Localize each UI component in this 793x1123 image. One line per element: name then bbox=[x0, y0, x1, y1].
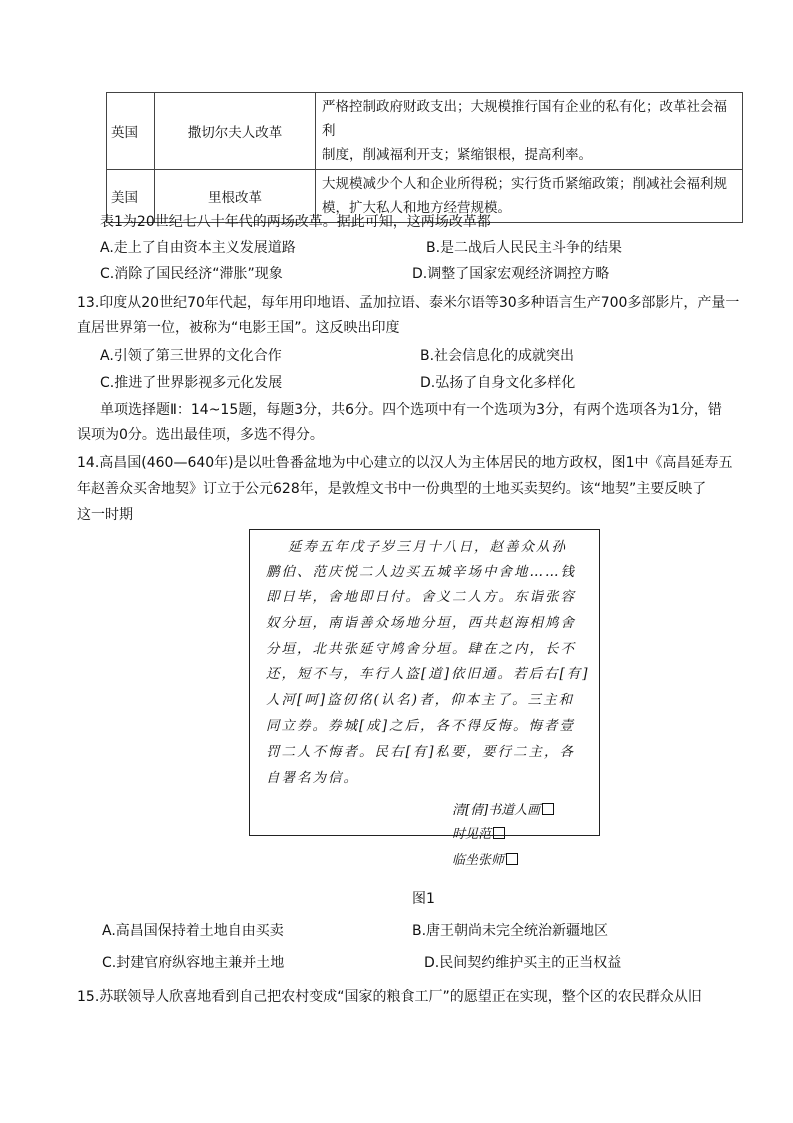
q13-stem-cont: 直居世界第一位，被称为“电影王国”。这反映出印度 bbox=[77, 320, 400, 336]
table-cell-country: 美国 bbox=[107, 170, 155, 223]
section-instruction: 单项选择题Ⅱ：14~15题，每题3分，共6分。四个选项中有一个选项为3分，有两个选项各为1分，错 bbox=[100, 402, 722, 418]
content-line: 模，扩大私人和地方经营规模。 bbox=[322, 200, 511, 216]
q13-option-a[interactable]: A.引领了第三世界的文化合作 bbox=[100, 348, 282, 364]
signature-text: 时见范 bbox=[452, 827, 492, 842]
contract-line: 同立券。券城[成]之后，各不得反悔。悔者壹 bbox=[266, 718, 576, 734]
contract-signature bbox=[452, 799, 554, 818]
q13-option-c[interactable]: C.推进了世界影视多元化发展 bbox=[100, 375, 283, 391]
signature-text: 清[倩]书道人画 bbox=[452, 803, 541, 818]
signature-box-icon bbox=[493, 827, 505, 839]
figure-caption: 图1 bbox=[412, 891, 435, 907]
contract-line: 分垣，北共张延守鸠舍分垣。肆在之内，长不 bbox=[266, 641, 576, 657]
signature-box-icon bbox=[506, 853, 518, 865]
q14-option-c[interactable]: C.封建官府纵容地主兼并土地 bbox=[102, 955, 285, 971]
table-cell-content bbox=[316, 93, 743, 170]
q12-option-a[interactable]: A.走上了自由资本主义发展道路 bbox=[100, 240, 296, 256]
contract-line: 即日毕，舍地即日付。舍义二人方。东诣张容 bbox=[266, 589, 576, 605]
q13-option-b[interactable]: B.社会信息化的成就突出 bbox=[420, 348, 575, 364]
contract-line: 人河[呵]盗仞佲(认名)者，仰本主了。三主和 bbox=[266, 692, 575, 708]
contract-line: 延寿五年戊子岁三月十八日，赵善众从孙 bbox=[288, 539, 567, 555]
q12-option-c[interactable]: C.消除了国民经济“滞胀”现象 bbox=[100, 266, 283, 282]
content-line: 制度，削减福利开支；紧缩银根，提高利率。 bbox=[322, 147, 592, 163]
q12-option-b[interactable]: B.是二战后人民民主斗争的结果 bbox=[426, 240, 623, 256]
table-row bbox=[107, 93, 743, 170]
q14-option-b[interactable]: B.唐王朝尚未完全统治新疆地区 bbox=[412, 923, 609, 939]
contract-signature bbox=[452, 849, 518, 868]
signature-box-icon bbox=[542, 803, 554, 815]
contract-line: 鹏伯、范庆悦二人边买五城辛场中舍地……钱 bbox=[266, 564, 576, 580]
q13-stem: 13.印度从20世纪70年代起，每年用印地语、孟加拉语、泰米尔语等30多种语言生产700多部影片，产量一 bbox=[77, 295, 740, 311]
signature-text: 临坐张师 bbox=[452, 853, 505, 868]
contract-line: 自署名为信。 bbox=[266, 770, 359, 786]
table-cell-reform: 撒切尔夫人改革 bbox=[155, 93, 316, 170]
contract-line: 奴分垣，南诣善众场地分垣，西共赵海相鸠舍 bbox=[266, 615, 576, 631]
section-instruction-cont: 误项为0分。选出最佳项，多选不得分。 bbox=[77, 427, 324, 443]
contract-signature bbox=[452, 823, 505, 842]
content-line: 大规模减少个人和企业所得税；实行货币紧缩政策；削减社会福利规 bbox=[322, 176, 727, 192]
q14-option-d[interactable]: D.民间契约维护买主的正当权益 bbox=[424, 955, 622, 971]
q14-stem: 14.高昌国(460—640年)是以吐鲁番盆地为中心建立的以汉人为主体居民的地方政权，图1中《高昌延寿五 bbox=[77, 455, 733, 471]
content-line: 严格控制政府财政支出；大规模推行国有企业的私有化；改革社会福利 bbox=[322, 99, 727, 139]
q13-option-d[interactable]: D.弘扬了自身文化多样化 bbox=[420, 375, 576, 391]
q12-option-d[interactable]: D.调整了国家宏观经济调控方略 bbox=[412, 266, 610, 282]
q12-stem: 表1为20世纪七八十年代的两场改革。据此可知，这两场改革都 bbox=[100, 214, 491, 230]
table-cell-country: 英国 bbox=[107, 93, 155, 170]
q15-stem: 15.苏联领导人欣喜地看到自己把农村变成“国家的粮食工厂”的愿望正在实现，整个区的农民群众从旧 bbox=[77, 989, 702, 1005]
q14-stem-cont: 年赵善众买舍地契》订立于公元628年，是敦煌文书中一份典型的土地买卖契约。该“地契”主要反映了 bbox=[77, 481, 707, 497]
q14-stem-cont2: 这一时期 bbox=[77, 507, 133, 523]
q14-option-a[interactable]: A.高昌国保持着土地自由买卖 bbox=[102, 923, 284, 939]
table-cell-reform: 里根改革 bbox=[155, 170, 316, 223]
contract-line: 罚二人不悔者。民右[有]私要，要行二主，各 bbox=[266, 744, 576, 760]
contract-line: 还，短不与，车行人盗[道]依旧通。若后右[有] bbox=[266, 666, 590, 682]
reform-table bbox=[106, 92, 743, 223]
